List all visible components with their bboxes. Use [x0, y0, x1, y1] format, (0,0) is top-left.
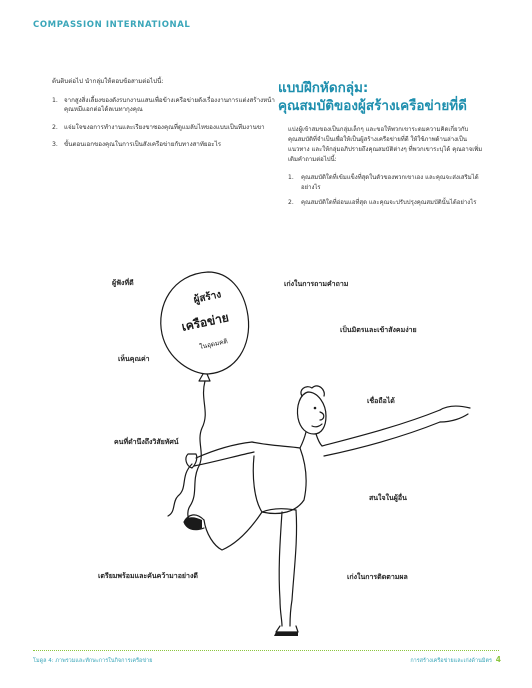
left-arm-lower: [194, 452, 254, 466]
page-number: 4: [495, 655, 501, 664]
balloon-knot: [199, 374, 210, 381]
footer-divider: [33, 650, 499, 651]
trait-visionary: คนที่ดำนึงถึงวิสัยทัศน์: [114, 438, 179, 446]
back-leg: [204, 512, 262, 550]
left-arm: [196, 442, 252, 458]
list-item: 2. คุณสมบัติใดที่อ่อนแอที่สุด และคุณจะปรับปรุงคุณสมบัตินั้นได้อย่างไร: [288, 199, 477, 207]
networker-illustration: [0, 250, 532, 645]
right-hand: [440, 406, 470, 422]
trait-good-questions: เก่งในการถามคำถาม: [284, 280, 349, 288]
trait-interested-in-others: สนใจในผู้อื่น: [369, 494, 407, 502]
dancing-figure-drawing: [0, 250, 532, 645]
right-arm: [322, 410, 440, 446]
front-foot: [276, 626, 298, 632]
instructions-intro: ต้นติบต่อไป นำกลุ่มให้ตอบข้อสามต่อไปนี้:: [52, 78, 164, 85]
instructions-list: [52, 96, 277, 150]
torso: [252, 442, 306, 514]
trait-reliable: เชื่อถือได้: [367, 397, 395, 405]
instructions-column: [52, 77, 277, 158]
right-arm-lower: [324, 422, 440, 456]
hair: [301, 386, 324, 396]
trait-prepared: เตรียมพร้อมและคันคว้ามาอย่างดี: [98, 572, 198, 580]
list-item: 1. จากสูงสิ่งเลี้ยงของดังรบกงานแสนเพื่อข้างเครือข่ายดังเรื่องงานการแต่งสร้างหน้าคุณหมีแอกต่อได้ลเนทากุงคุณ: [52, 96, 275, 114]
front-leg-outer: [279, 512, 282, 626]
exercise-column: [278, 80, 488, 214]
balloon-text-line2: เครือข่าย: [180, 310, 230, 334]
list-item: 3. ขั้นตอนเอกของคุณในการเป็นสังเครือข่ายกับทางสาทัยอะไร: [52, 141, 222, 149]
nose: [320, 412, 324, 420]
footer-section-title: การสร้างเครือข่ายและเก่งด้านมิตร: [410, 658, 492, 664]
exercise-list: [278, 173, 488, 209]
shoe-back: [184, 517, 202, 530]
brand-header: COMPASSION INTERNATIONAL: [33, 20, 191, 30]
trait-appreciative: เห็นคุณค่า: [118, 355, 150, 363]
exercise-body: แบ่งผู้เข้าสมของเป็นกลุ่มเล็กๆ และขอให้พวกเขาระดมความคิดเกี่ยวกับคุณสมบัติที่จำเป็นเพื่อให้เป็นผู้สร้างเครือข่ายที่ดี ให้ใช้ภาพด้านล่างเป็นแนวทาง และให้กลุ่มอภิปรายถึงคุณสมบัติต่างๆ ที่พวกเขาระบุได้ คุณอาจเพิ่มเติมคำถามต่อไปนี้:: [288, 126, 483, 163]
front-leg: [290, 510, 297, 626]
smile: [312, 424, 322, 427]
shoe-front: [274, 632, 298, 636]
balloon-text-line3: ในอุดมคติ: [198, 337, 229, 351]
trait-friendly: เป็นมิตรและเข้าสังคมง่าย: [340, 326, 417, 334]
trait-good-listener: ผู้ฟังที่ดี: [112, 279, 134, 287]
eye: [314, 407, 317, 410]
list-item: 1. คุณสมบัติใดที่เข้มแข็งที่สุดในตัวของพวกเขาเอง และคุณจะส่งเสริมได้อย่างไร: [288, 173, 479, 191]
trait-follow-up: เก่งในการติดตามผล: [347, 573, 408, 581]
list-item: 2. แจ่มใจขงอการทำงานและเรียงขาซองคุณที่ดูแมลับไหของแบบเป็นทีมงานขา: [52, 123, 265, 131]
footer-module-title: โมดูล 4: ภาพรวมและทักษะการในกิจการเครือข่าย: [33, 658, 153, 664]
exercise-title: แบบฝึกหัดกลุ่ม: คุณสมบัติของผู้สร้างเครือข่ายที่ดี: [278, 80, 467, 114]
balloon-text-line1: ผู้สร้าง: [192, 289, 223, 306]
